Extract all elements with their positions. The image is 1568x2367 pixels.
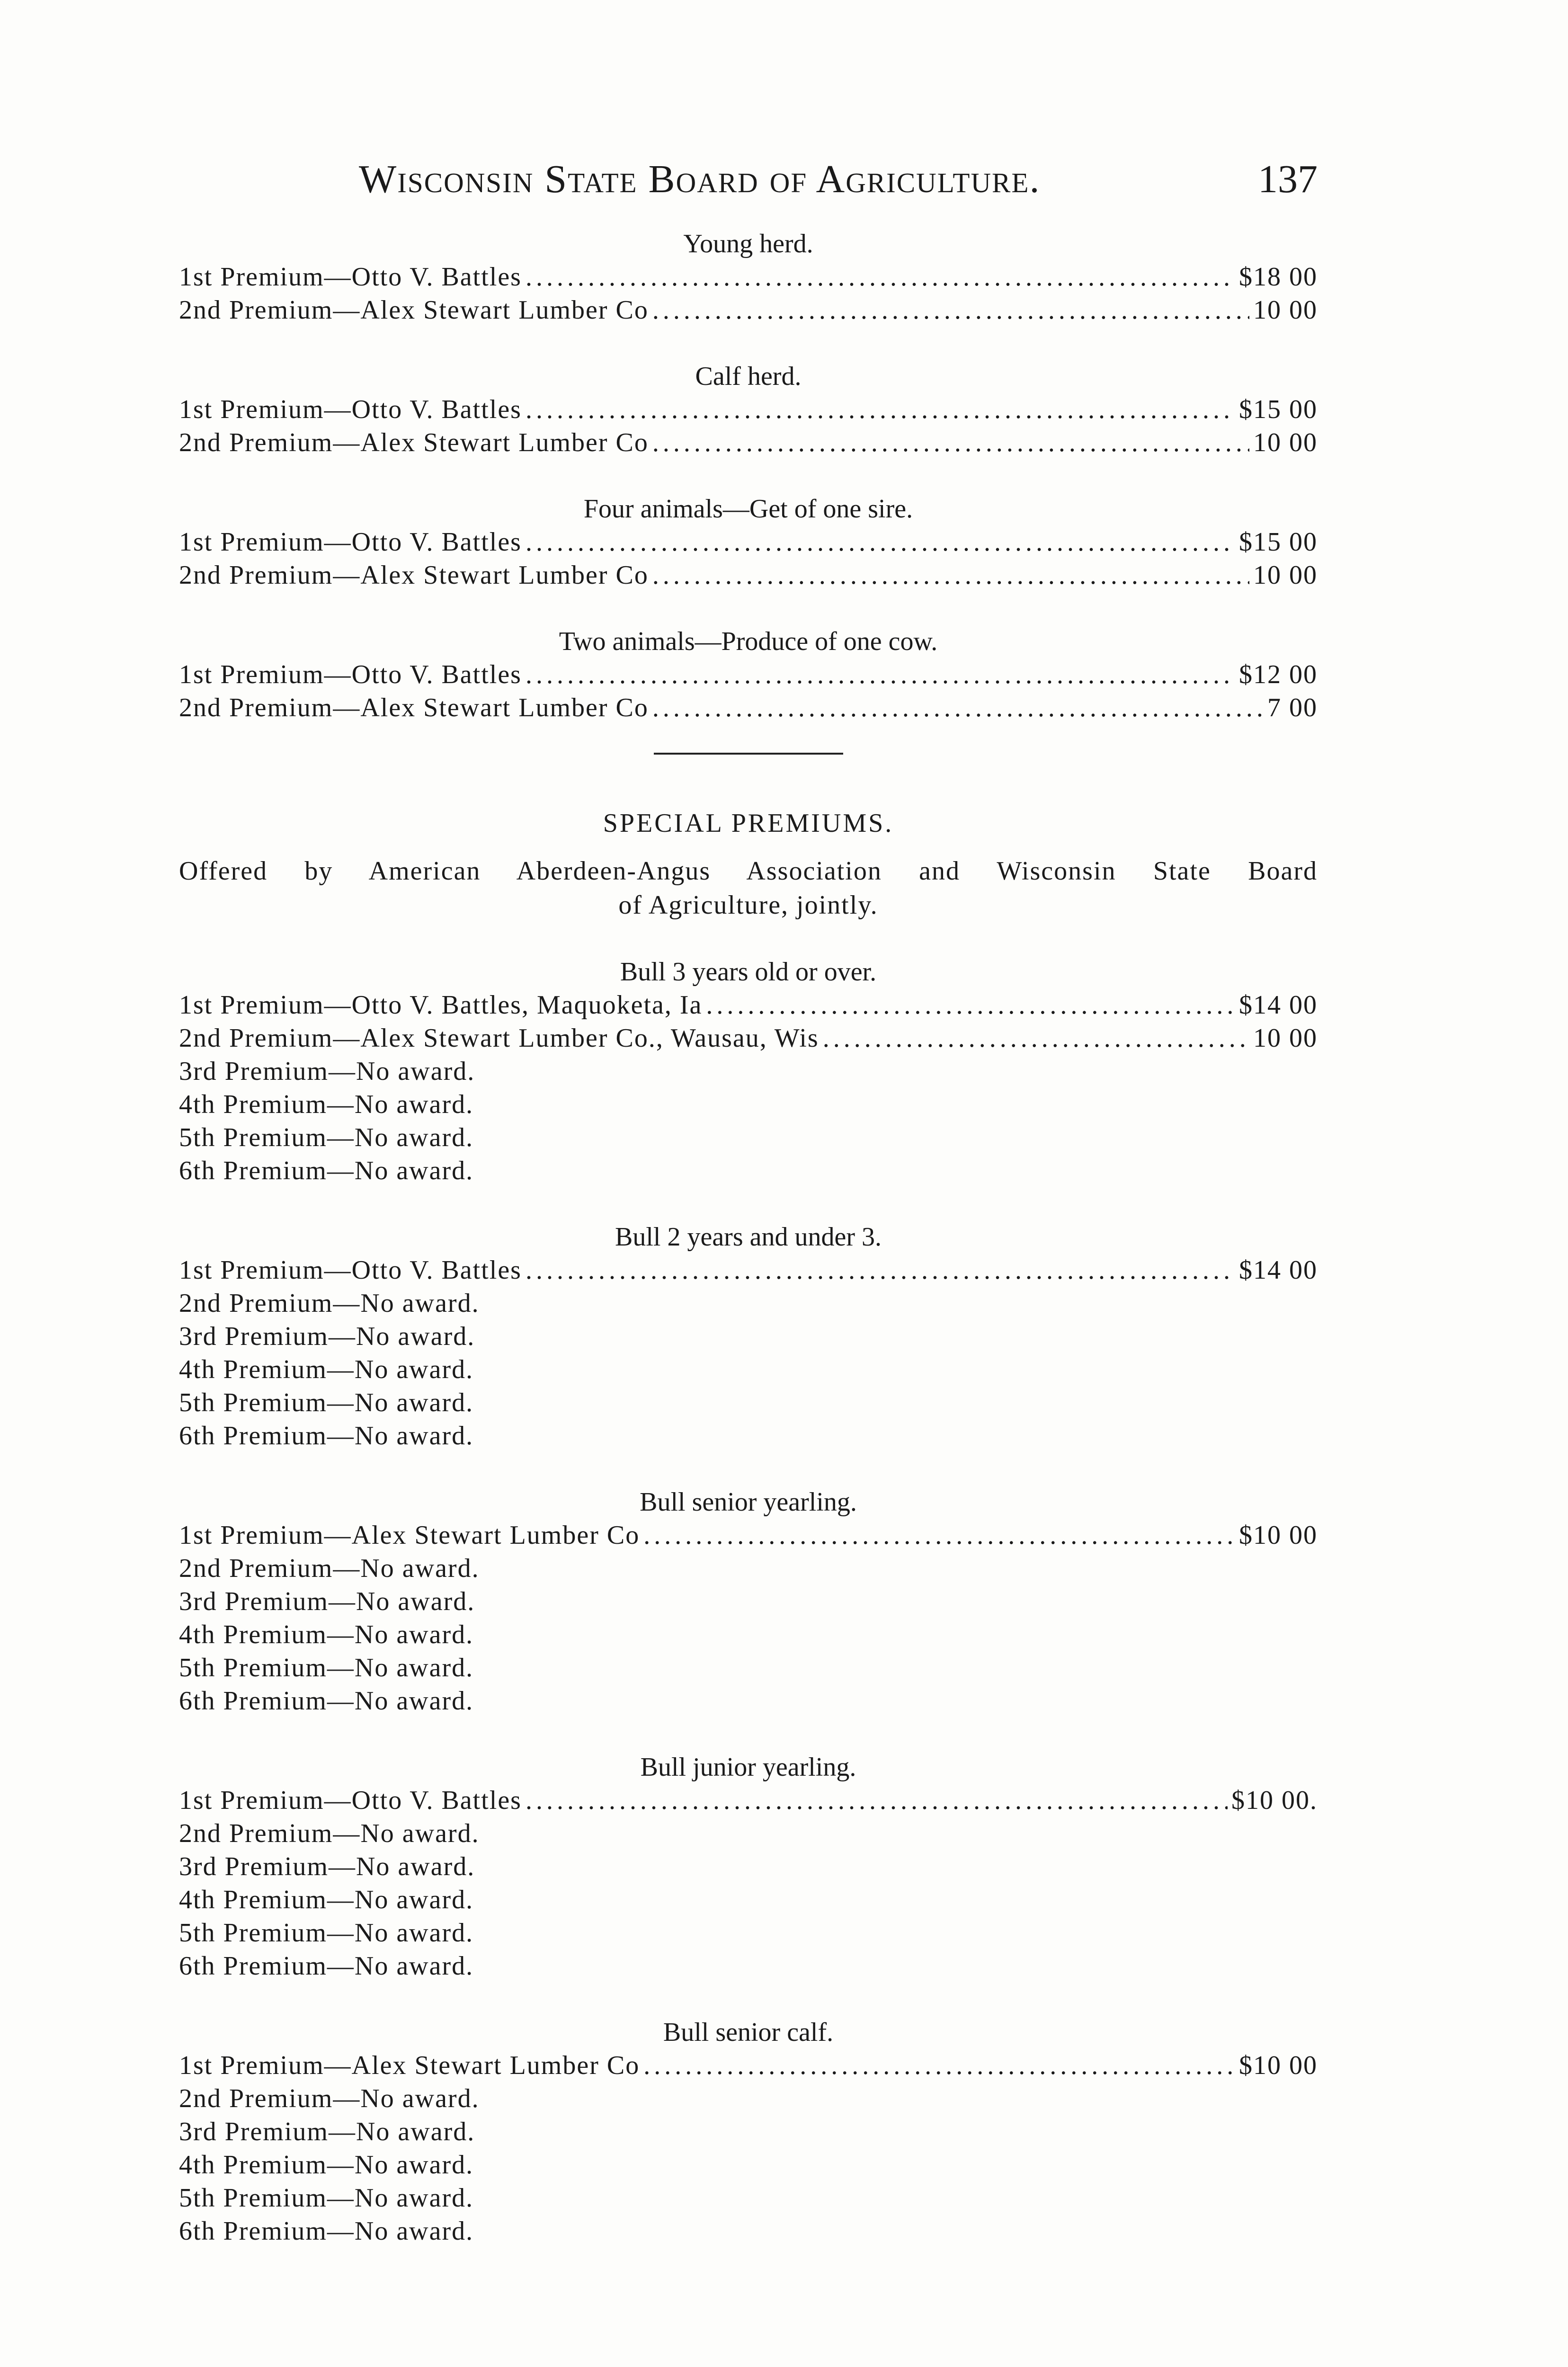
- dot-leader: [706, 988, 1235, 1022]
- premium-label: 1st Premium—Otto V. Battles: [179, 395, 522, 424]
- premium-row: [179, 2148, 1318, 2181]
- premium-label: 2nd Premium—Alex Stewart Lumber Co: [179, 295, 649, 325]
- intro-line: of Agriculture, jointly.: [618, 890, 878, 920]
- premium-row: [179, 1585, 1318, 1618]
- dot-leader: [652, 426, 1249, 459]
- premium-row: [179, 988, 1318, 1022]
- premium-label: 2nd Premium—No award.: [179, 2084, 480, 2113]
- premium-amount: $15 00: [1239, 527, 1318, 557]
- premium-row: [179, 2181, 1318, 2215]
- premium-label: 1st Premium—Alex Stewart Lumber Co: [179, 2051, 640, 2080]
- section-title: Young herd.: [683, 229, 813, 258]
- page-number: 137: [1258, 157, 1318, 201]
- premium-row: [179, 1519, 1318, 1552]
- premium-row: [179, 1419, 1318, 1452]
- section-title: Bull 2 years and under 3.: [615, 1222, 882, 1252]
- dot-leader: [526, 1254, 1235, 1287]
- premium-section: [179, 1486, 1318, 1717]
- premium-label: 1st Premium—Otto V. Battles: [179, 1786, 522, 1815]
- dot-leader: [652, 691, 1264, 724]
- dot-leader: [526, 1784, 1228, 1817]
- dot-leader: [526, 658, 1235, 691]
- section-title: Bull senior calf.: [663, 2018, 834, 2047]
- dot-leader: [823, 1022, 1249, 1055]
- premium-row: [179, 525, 1318, 559]
- premium-row: [179, 1121, 1318, 1154]
- dot-leader: [652, 294, 1249, 327]
- premium-row: [179, 2082, 1318, 2115]
- premium-label: 4th Premium—No award.: [179, 1090, 474, 1119]
- premium-label: 2nd Premium—No award.: [179, 1289, 480, 1318]
- premium-label: 6th Premium—No award.: [179, 1156, 474, 1185]
- premium-row: [179, 1850, 1318, 1883]
- document-page: [179, 156, 1318, 2248]
- premium-row: [179, 658, 1318, 691]
- premium-amount: $15 00: [1239, 395, 1318, 424]
- premium-row: [179, 1154, 1318, 1187]
- premium-amount: $14 00: [1239, 990, 1318, 1020]
- premium-amount: $12 00: [1239, 660, 1318, 689]
- premium-label: 2nd Premium—Alex Stewart Lumber Co., Wausau, Wis: [179, 1023, 819, 1053]
- premium-section: [179, 2016, 1318, 2248]
- section-title: Calf herd.: [695, 362, 802, 391]
- premium-amount: $10 00: [1239, 2051, 1318, 2080]
- premium-label: 5th Premium—No award.: [179, 1918, 474, 1948]
- premium-amount: 10 00: [1253, 1023, 1318, 1053]
- dot-leader: [652, 559, 1249, 592]
- premium-amount: $14 00: [1239, 1255, 1318, 1285]
- premium-section: [179, 492, 1318, 592]
- premium-row: [179, 559, 1318, 592]
- section-title: Four animals—Get of one sire.: [583, 494, 913, 524]
- premium-label: 6th Premium—No award.: [179, 1421, 474, 1450]
- premium-row: [179, 1353, 1318, 1386]
- premium-label: 2nd Premium—No award.: [179, 1819, 480, 1848]
- premium-section: [179, 955, 1318, 1187]
- premium-label: 4th Premium—No award.: [179, 2150, 474, 2180]
- premium-amount: 10 00: [1253, 295, 1318, 325]
- premium-row: [179, 1883, 1318, 1916]
- premium-label: 4th Premium—No award.: [179, 1355, 474, 1384]
- premium-amount: $10 00: [1239, 1521, 1318, 1550]
- bull-sections: [179, 955, 1318, 2248]
- premium-row: [179, 426, 1318, 459]
- dot-leader: [526, 260, 1235, 294]
- premium-row: [179, 1254, 1318, 1287]
- premium-section: [179, 1220, 1318, 1452]
- premium-label: 1st Premium—Otto V. Battles: [179, 527, 522, 557]
- special-premiums-title: SPECIAL PREMIUMS.: [603, 809, 894, 838]
- running-head: [179, 156, 1318, 227]
- premium-row: [179, 1022, 1318, 1055]
- premium-label: 5th Premium—No award.: [179, 1388, 474, 1417]
- premium-row: [179, 294, 1318, 327]
- premium-label: 1st Premium—Otto V. Battles: [179, 660, 522, 689]
- premium-amount: 10 00: [1253, 428, 1318, 457]
- premium-label: 5th Premium—No award.: [179, 2183, 474, 2213]
- premium-label: 5th Premium—No award.: [179, 1123, 474, 1152]
- section-divider: [654, 753, 843, 755]
- premium-row: [179, 1386, 1318, 1419]
- dot-leader: [526, 525, 1235, 559]
- premium-label: 2nd Premium—Alex Stewart Lumber Co: [179, 561, 649, 590]
- premium-row: [179, 691, 1318, 724]
- premium-row: [179, 1651, 1318, 1684]
- premium-amount: 7 00: [1267, 693, 1318, 722]
- special-premiums-intro: [179, 854, 1318, 922]
- premium-row: [179, 1916, 1318, 1949]
- premium-section: [179, 360, 1318, 459]
- premium-row: [179, 1287, 1318, 1320]
- dot-leader: [526, 393, 1235, 426]
- premium-row: [179, 1055, 1318, 1088]
- premium-section: [179, 1751, 1318, 1983]
- premium-label: 3rd Premium—No award.: [179, 1322, 475, 1351]
- dot-leader: [643, 2049, 1235, 2082]
- premium-label: 3rd Premium—No award.: [179, 1852, 475, 1881]
- premium-label: 4th Premium—No award.: [179, 1885, 474, 1914]
- dot-leader: [643, 1519, 1235, 1552]
- premium-row: [179, 1784, 1318, 1817]
- intro-line: Offered by American Aberdeen-Angus Association and Wisconsin State Board: [179, 856, 1318, 886]
- premium-label: 3rd Premium—No award.: [179, 2117, 475, 2146]
- premium-label: 1st Premium—Alex Stewart Lumber Co: [179, 1521, 640, 1550]
- premium-section: [179, 625, 1318, 724]
- premium-label: 5th Premium—No award.: [179, 1653, 474, 1682]
- premium-label: 3rd Premium—No award.: [179, 1057, 475, 1086]
- premium-label: 1st Premium—Otto V. Battles: [179, 262, 522, 292]
- premium-label: 2nd Premium—Alex Stewart Lumber Co: [179, 693, 649, 722]
- premium-row: [179, 2049, 1318, 2082]
- section-title: Two animals—Produce of one cow.: [559, 627, 938, 656]
- premium-section: [179, 227, 1318, 327]
- premium-label: 4th Premium—No award.: [179, 1620, 474, 1649]
- premium-row: [179, 260, 1318, 294]
- section-title: Bull junior yearling.: [640, 1753, 856, 1782]
- premium-amount: 10 00: [1253, 561, 1318, 590]
- premium-row: [179, 2215, 1318, 2248]
- premium-label: 6th Premium—No award.: [179, 1686, 474, 1716]
- running-title: Wisconsin State Board of Agriculture.: [359, 157, 1041, 201]
- section-title: Bull 3 years old or over.: [620, 957, 877, 987]
- premium-row: [179, 1320, 1318, 1353]
- premium-row: [179, 2115, 1318, 2148]
- premium-row: [179, 1949, 1318, 1983]
- premium-label: 1st Premium—Otto V. Battles, Maquoketa, Ia: [179, 990, 703, 1020]
- premium-label: 6th Premium—No award.: [179, 1951, 474, 1981]
- premium-label: 6th Premium—No award.: [179, 2216, 474, 2246]
- premium-amount: $18 00: [1239, 262, 1318, 292]
- premium-label: 1st Premium—Otto V. Battles: [179, 1255, 522, 1285]
- premium-row: [179, 1817, 1318, 1850]
- premium-row: [179, 1088, 1318, 1121]
- premium-label: 2nd Premium—Alex Stewart Lumber Co: [179, 428, 649, 457]
- premium-row: [179, 393, 1318, 426]
- premium-row: [179, 1618, 1318, 1651]
- section-title: Bull senior yearling.: [640, 1487, 857, 1517]
- premium-label: 2nd Premium—No award.: [179, 1554, 480, 1583]
- premium-label: 3rd Premium—No award.: [179, 1587, 475, 1616]
- premium-row: [179, 1552, 1318, 1585]
- premium-row: [179, 1684, 1318, 1717]
- herd-sections: [179, 227, 1318, 724]
- premium-amount: $10 00.: [1231, 1786, 1318, 1815]
